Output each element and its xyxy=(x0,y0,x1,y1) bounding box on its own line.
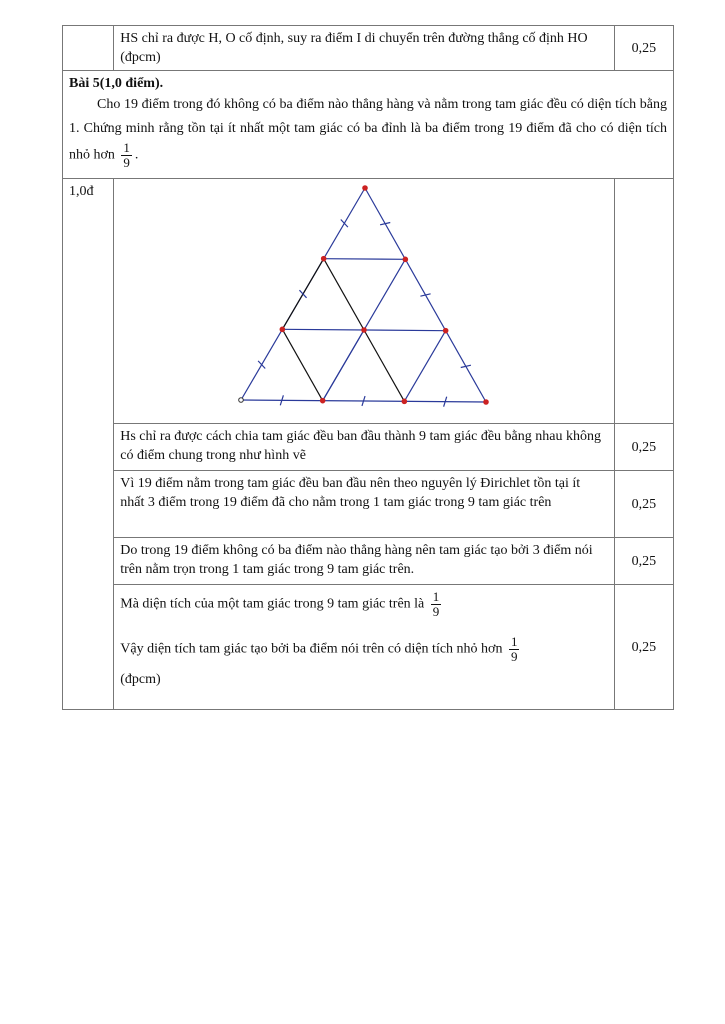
table-row xyxy=(63,179,674,424)
division-line xyxy=(405,331,446,402)
grid-point xyxy=(239,398,244,403)
problem-body xyxy=(69,93,667,170)
step-score: 0,25 xyxy=(614,26,673,71)
grid-point xyxy=(444,328,449,333)
fraction-numerator: 1 xyxy=(432,589,440,604)
answer-table xyxy=(62,25,674,710)
fraction-numerator: 1 xyxy=(123,140,130,155)
problem-title: Bài 5(1,0 điểm). xyxy=(69,76,164,91)
final-text-1: Mà diện tích của một tam giác trong 9 tam giác trên là xyxy=(120,596,425,612)
fraction-denominator: 9 xyxy=(432,604,440,619)
problem-text: Cho 19 điểm trong đó không có ba điểm nào thẳng hàng và nằm trong tam giác đều có diện tích bằng 1. Chứng minh rằng tồn tại ít nhất một tam giác có ba đỉnh là ba điểm trong 19 điểm đã cho có diện tích nhỏ hơn xyxy=(69,97,667,163)
table-row xyxy=(63,471,674,538)
grid-point xyxy=(280,327,285,332)
empty-cell xyxy=(63,26,114,71)
final-line-3: (đpcm) xyxy=(120,672,161,687)
tick-mark xyxy=(341,220,348,228)
step-text-final xyxy=(114,585,614,710)
fraction-denominator: 9 xyxy=(510,649,518,664)
grid-point xyxy=(322,256,327,261)
triangle-figure xyxy=(114,179,612,423)
step-text: Vì 19 điểm nằm trong tam giác đều ban đầu nên theo nguyên lý Đirichlet tồn tại ít nhất 3 điểm trong 19 điểm đã cho nằm trong 1 tam giác trong 9 tam giác trên xyxy=(114,471,614,538)
figure-cell xyxy=(114,179,614,424)
step-score: 0,25 xyxy=(614,424,673,471)
fraction xyxy=(431,590,442,619)
fraction xyxy=(121,141,132,170)
grid-point xyxy=(484,400,489,405)
table-row xyxy=(63,538,674,585)
final-line-1 xyxy=(120,590,607,619)
fraction-numerator: 1 xyxy=(510,634,518,649)
final-text-2: Vậy diện tích tam giác tạo bởi ba điểm nói trên có diện tích nhỏ hơn xyxy=(120,641,503,657)
points-label: 1,0đ xyxy=(63,179,114,710)
problem-end: . xyxy=(134,147,139,163)
table-row xyxy=(63,26,674,71)
division-line xyxy=(283,329,323,400)
problem-statement xyxy=(63,71,674,179)
step-text: HS chỉ ra được H, O cố định, suy ra điểm I di chuyển trên đường thẳng cố định HO (đpcm) xyxy=(114,26,614,71)
step-score: 0,25 xyxy=(614,538,673,585)
tick-mark xyxy=(300,290,307,298)
grid-point xyxy=(403,257,408,262)
table-row xyxy=(63,424,674,471)
table-row xyxy=(63,71,674,179)
step-text: Hs chỉ ra được cách chia tam giác đều ban đầu thành 9 tam giác đều bằng nhau không có điểm chung trong như hình vẽ xyxy=(114,424,614,471)
fraction xyxy=(509,635,520,664)
step-score: 0,25 xyxy=(614,585,673,710)
grid-point xyxy=(362,328,367,333)
grid-point xyxy=(363,186,368,191)
triangle-diagram xyxy=(114,179,612,423)
final-line-2 xyxy=(120,635,607,664)
grid-point xyxy=(321,398,326,403)
table-row xyxy=(63,585,674,710)
step-text: Do trong 19 điểm không có ba điểm nào thẳng hàng nên tam giác tạo bởi 3 điểm nói trên nằm trọn trong 1 tam giác trong 9 tam giác trên. xyxy=(114,538,614,585)
division-line xyxy=(323,330,364,401)
division-line xyxy=(324,259,406,260)
step-score: 0,25 xyxy=(614,471,673,538)
grid-point xyxy=(402,399,407,404)
empty-score-cell xyxy=(614,179,673,424)
tick-mark xyxy=(258,361,265,369)
fraction-denominator: 9 xyxy=(123,155,130,170)
